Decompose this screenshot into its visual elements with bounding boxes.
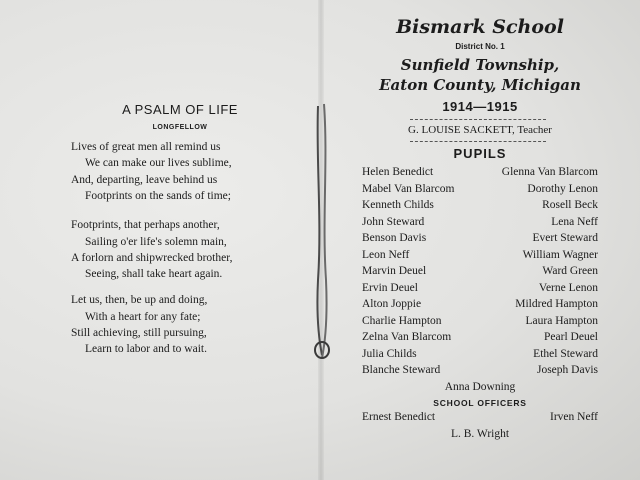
poem-author: LONGFELLOW xyxy=(152,124,208,131)
township: Sunfield Township, xyxy=(400,56,560,74)
pupil-name: Ethel Steward xyxy=(533,348,598,360)
poem-line: Sailing o'er life's solemn main, xyxy=(85,236,227,248)
officer-name-left: Ernest Benedict xyxy=(362,411,436,423)
officers-heading: SCHOOL OFFICERS xyxy=(433,398,527,408)
poem-line: With a heart for any fate; xyxy=(85,311,201,323)
ribbon-tie xyxy=(308,100,338,365)
poem-line: A forlorn and shipwrecked brother, xyxy=(71,252,233,264)
pupil-name-center: Anna Downing xyxy=(444,381,516,393)
pupil-name: Joseph Davis xyxy=(536,364,598,376)
pupil-name: Mildred Hampton xyxy=(515,298,598,310)
officer-name-right: Irven Neff xyxy=(550,411,598,423)
pupil-name: Lena Neff xyxy=(551,216,598,228)
pupil-name: Marvin Deuel xyxy=(362,265,427,277)
officer-name-center: L. B. Wright xyxy=(450,428,510,440)
poem-line: And, departing, leave behind us xyxy=(71,174,218,186)
school-years: 1914—1915 xyxy=(442,99,518,114)
divider-rule xyxy=(410,141,546,142)
pupil-name: Blanche Steward xyxy=(362,364,441,376)
pupil-name: Verne Lenon xyxy=(538,282,598,294)
pupil-name: Glenna Van Blarcom xyxy=(501,166,598,178)
pupil-name: Julia Childs xyxy=(362,348,417,360)
pupil-name: Benson Davis xyxy=(362,232,427,244)
pupil-name: Pearl Deuel xyxy=(544,331,598,343)
pupils-heading: PUPILS xyxy=(453,146,507,161)
poem-line: Learn to labor and to wait. xyxy=(85,343,207,355)
pupil-name: Rosell Beck xyxy=(542,199,598,211)
pupil-name: William Wagner xyxy=(522,249,598,261)
poem-line: We can make our lives sublime, xyxy=(85,157,232,169)
poem-line: Still achieving, still pursuing, xyxy=(71,327,207,339)
pupil-name: Zelna Van Blarcom xyxy=(362,331,452,343)
pupil-name: Ward Green xyxy=(542,265,598,277)
school-name: Bismark School xyxy=(396,16,564,38)
district: District No. 1 xyxy=(455,42,505,51)
pupil-name: Kenneth Childs xyxy=(362,199,434,211)
pupil-name: Mabel Van Blarcom xyxy=(362,183,455,195)
poem-line: Seeing, shall take heart again. xyxy=(85,268,223,280)
pupil-name: Charlie Hampton xyxy=(362,315,442,327)
poem-line: Lives of great men all remind us xyxy=(71,141,221,153)
pupil-name: John Steward xyxy=(362,216,425,228)
poem-line: Footprints, that perhaps another, xyxy=(71,219,220,231)
county: Eaton County, Michigan xyxy=(379,76,581,94)
pupil-name: Leon Neff xyxy=(362,249,410,261)
poem-line: Footprints on the sands of time; xyxy=(85,190,231,202)
pupil-name: Ervin Deuel xyxy=(362,282,418,294)
pupil-name: Alton Joppie xyxy=(362,298,422,310)
pupil-name: Dorothy Lenon xyxy=(527,183,598,195)
pupil-name: Laura Hampton xyxy=(525,315,598,327)
teacher: G. LOUISE SACKETT, Teacher xyxy=(408,124,552,136)
poem-title: A PSALM OF LIFE xyxy=(122,102,238,117)
divider-rule xyxy=(410,119,546,120)
pupil-name: Helen Benedict xyxy=(362,166,434,178)
poem-line: Let us, then, be up and doing, xyxy=(71,294,208,306)
pupil-name: Evert Steward xyxy=(532,232,598,244)
